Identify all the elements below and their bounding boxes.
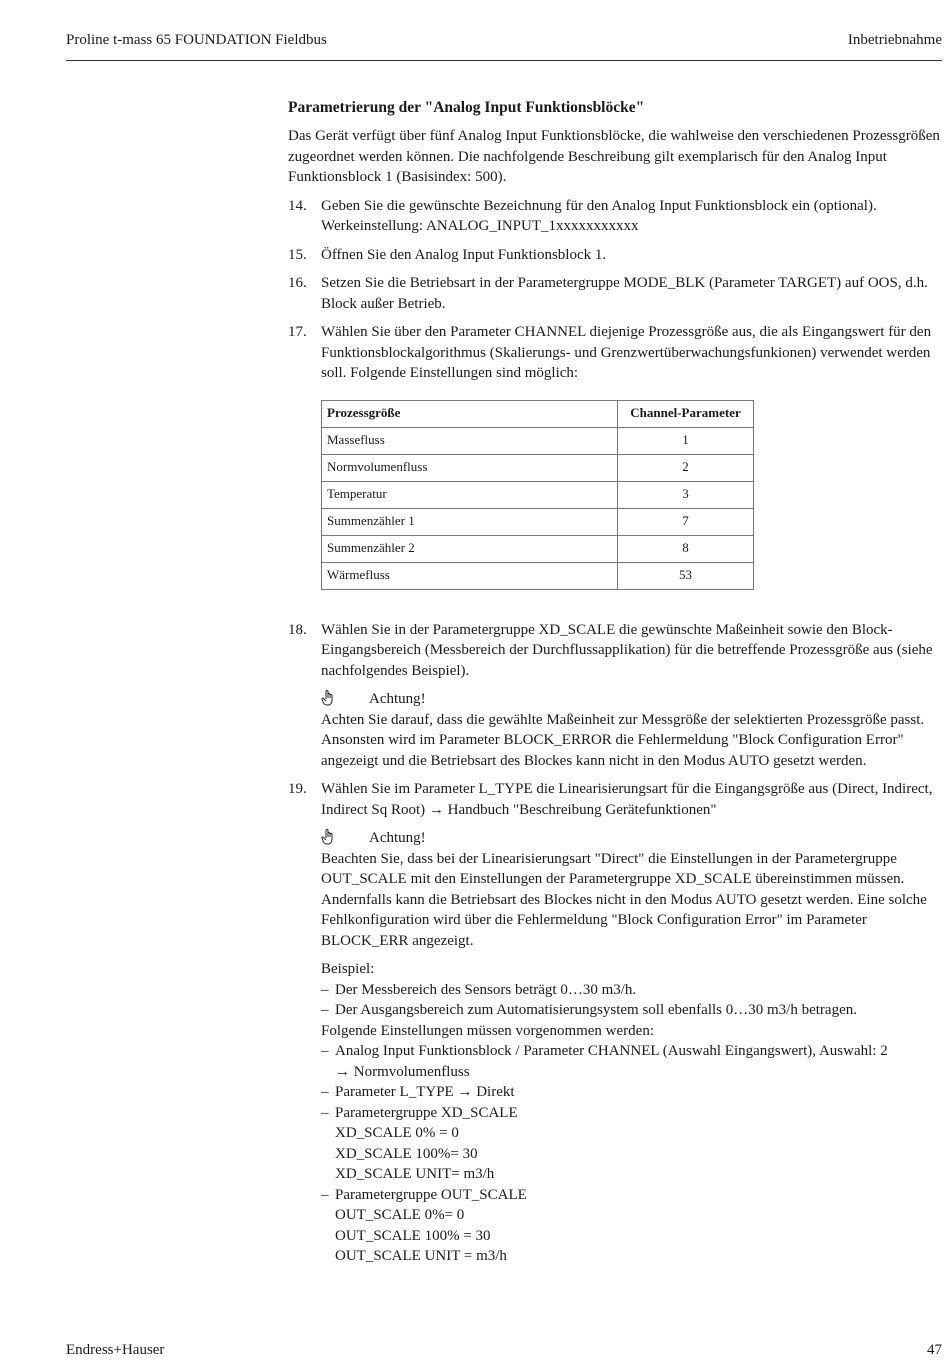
page-header [66,32,942,61]
list-item: – Parameter L_TYPE → Direkt [321,1084,515,1100]
table-row [322,481,754,508]
step-text: Setzen Sie die Betriebsart in der Parametergruppe MODE_BLK (Parameter TARGET) auf OOS, d.h. Block außer Betrieb. [321,275,928,312]
setting-line: OUT_SCALE UNIT = m3/h [335,1248,507,1264]
caution-label: Achtung! [369,830,426,846]
step-15 [288,245,942,266]
setting-line: OUT_SCALE 100% = 30 [335,1227,491,1244]
section-title: Parametrierung der "Analog Input Funktionsblöcke" [288,99,645,116]
step-16 [288,273,942,314]
table-row [322,427,754,454]
column-header: Prozessgröße [322,400,618,427]
table-header-row [322,400,754,427]
caution-header [321,689,942,710]
step-18 [288,620,942,772]
step-number: 16. [288,275,307,291]
example-title: Beispiel: [321,961,375,977]
step-text: Geben Sie die gewünschte Bezeichnung für den Analog Input Funktionsblock ein (optional). [321,197,877,214]
step-default-value: Werkeinstellung: ANALOG_INPUT_1xxxxxxxxxxx [321,218,639,234]
step-text: Wählen Sie im Parameter L_TYPE die Linearisierungsart für die Eingangsgröße aus (Direct, Indirect, Indirect Sq Root) → Handbuch "Beschreibung Gerätefunktionen" [321,781,933,818]
header-section: Inbetriebnahme [847,32,942,48]
table-cell: 8 [618,535,754,562]
step-14 [288,196,942,237]
list-item: – Parametergruppe OUT_SCALE [321,1186,527,1203]
caution-text: Beachten Sie, dass bei der Linearisierungsart "Direct" die Einstellungen in der Parametergruppe OUT_SCALE mit den Einstellungen der Parametergruppe XD_SCALE übereinstimmen müssen. Andernfalls kann die Betriebsart des Blockes nicht in den Modus AUTO gesetzt werden. Eine solche Fehlkonfiguration wird über die Fehlermeldung "Block Configuration Error" im Parameter BLOCK_ERR angezeigt. [321,850,927,949]
list-item-text: Parametergruppe XD_SCALE [335,1104,518,1121]
list-item: – Der Messbereich des Sensors beträgt 0…30 m3/h. [321,981,637,998]
list-item-text: Analog Input Funktionsblock / Parameter CHANNEL (Auswahl Eingangswert), Auswahl: 2 [335,1043,888,1059]
step-number: 17. [288,324,307,340]
table-cell: Wärmefluss [322,562,618,589]
step-number: 14. [288,197,307,214]
table-cell: Massefluss [322,427,618,454]
column-header: Channel-Parameter [618,400,754,427]
table-cell: 7 [618,508,754,535]
footer-brand: Endress+Hauser [66,1342,165,1358]
step-text: Wählen Sie über den Parameter CHANNEL diejenige Prozessgröße aus, die als Eingangswert für den Funktionsblockalgorithmus (Skalierungs- und Grenzwertüberwachungsfunkionen) verwendet werden soll. Folgende Einstellungen sind möglich: [321,324,932,381]
caution-text: Achten Sie darauf, dass die gewählte Maßeinheit zur Messgröße der selektierten Prozessgröße passt. Ansonsten wird im Parameter BLOCK_ERROR die Fehlermeldung "Block Configuration Error" angezeigt und die Betriebsart des Blockes kann nicht in den Modus AUTO gesetzt werden. [321,711,925,769]
caution-label: Achtung! [369,691,426,707]
table-row [322,454,754,481]
setting-line: XD_SCALE UNIT= m3/h [335,1166,495,1182]
setting-line: OUT_SCALE 0%= 0 [335,1207,465,1223]
step-17 [288,322,942,384]
caution-note [321,689,942,771]
step-19 [288,779,942,1267]
caution-note [321,828,942,951]
list-item-text: Parametergruppe OUT_SCALE [335,1186,527,1203]
step-number: 18. [288,621,307,638]
intro-paragraph: Das Gerät verfügt über fünf Analog Input Funktionsblöcke, die wahlweise den verschiedenen Prozessgrößen zugeordnet werden können. Die nachfolgende Beschreibung gilt exemplarisch für den Analog Input Funktionsblock 1 (Basisindex: 500). [288,128,940,185]
setting-line: XD_SCALE 0% = 0 [335,1125,459,1141]
step-number: 15. [288,246,307,263]
main-content [288,98,942,1275]
list-item: – Parametergruppe XD_SCALE [321,1104,518,1121]
table-cell: Temperatur [322,481,618,508]
header-title: Proline t-mass 65 FOUNDATION Fieldbus [66,32,327,48]
list-item-continuation: → Normvolumenfluss [335,1063,470,1080]
table-cell: 3 [618,481,754,508]
table-row [322,535,754,562]
table-cell: Summenzähler 2 [322,535,618,562]
list-item: – Analog Input Funktionsblock / Parameter CHANNEL (Auswahl Eingangswert), Auswahl: 2 [321,1043,888,1059]
example-text: Folgende Einstellungen müssen vorgenommen werden: [321,1022,654,1039]
step-text: Wählen Sie in der Parametergruppe XD_SCALE die gewünschte Maßeinheit sowie den Block-Eingangsbereich (Messbereich der Durchflussapplikation) für die betreffende Prozessgröße aus (siehe nachfolgendes Beispiel). [321,621,933,679]
hand-icon [321,828,335,846]
table-cell: 1 [618,427,754,454]
table-cell: 2 [618,454,754,481]
list-item-text: Der Messbereich des Sensors beträgt 0…30 m3/h. [335,981,637,998]
example-block [321,959,942,1267]
table-row [322,508,754,535]
hand-icon [321,689,335,707]
setting-line: XD_SCALE 100%= 30 [335,1145,478,1162]
channel-table [321,400,754,590]
step-number: 19. [288,781,307,797]
step-text: Öffnen Sie den Analog Input Funktionsblock 1. [321,246,607,263]
table-cell: Normvolumenfluss [322,454,618,481]
page-number: 47 [927,1342,942,1358]
caution-header [321,828,942,849]
list-item-text: Parameter L_TYPE → Direkt [335,1084,515,1100]
list-item-text: Der Ausgangsbereich zum Automatisierungsystem soll ebenfalls 0…30 m3/h betragen. [335,1002,857,1018]
table-cell: 53 [618,562,754,589]
list-item: – Der Ausgangsbereich zum Automatisierungsystem soll ebenfalls 0…30 m3/h betragen. [321,1002,857,1018]
table-row [322,562,754,589]
table-cell: Summenzähler 1 [322,508,618,535]
